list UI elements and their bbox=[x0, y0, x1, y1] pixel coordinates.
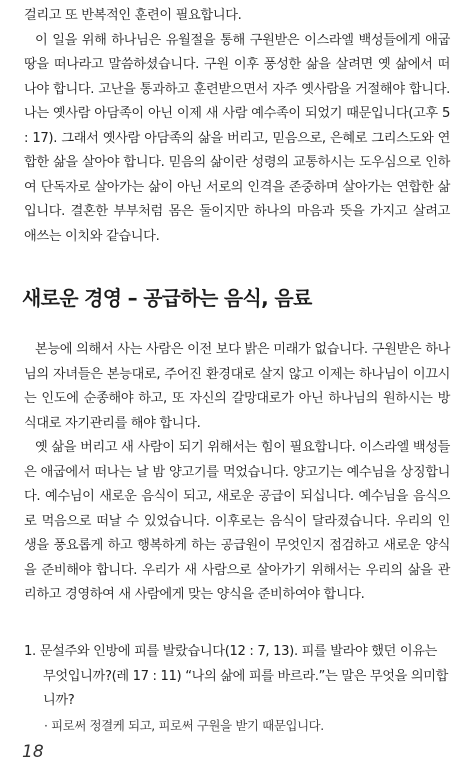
paragraph-continuation: 걸리고 또 반복적인 훈련이 필요합니다. bbox=[24, 8, 242, 23]
page-number: 18 bbox=[22, 742, 44, 762]
answer-text: · 피로써 정결케 되고, 피로써 구원을 받기 때문입니다. bbox=[44, 717, 324, 733]
question-text: 1. 문설주와 인방에 피를 발랐습니다(12 : 7, 13). 피를 발라야 했던 이유는 무엇입니까?(레 17 : 11) “나의 삶에 피를 바르라.”는 말은 무엇을 의미합니까? bbox=[24, 644, 449, 708]
paragraph-new-food: 옛 삶을 버리고 새 사람이 되기 위해서는 힘이 필요합니다. 이스라엘 백성들은 애굽에서 떠나는 날 밤 양고기를 먹었습니다. 양고기는 예수님을 상징합니다. 예수님이 새로운 음식이 되고, 새로운 공급이 되십니다. 예수님을 음식으로 먹음으로 떠날 수 있었습니다. 이후로는 음식이 달라졌습니다. 우리의 인생을 풍요롭게 하고 행복하게 하는 공급원이 무엇인지 점검하고 새로운 양식을 준비해야 합니다. 우리가 새 사람으로 살아가기 위해서는 우리의 삶을 관리하고 경영하여 새 사람에게 맞는 양식을 준비하여야 합니다. bbox=[24, 440, 450, 602]
section-new-management-text bbox=[24, 338, 450, 608]
section-heading: 새로운 경영 – 공급하는 음식, 음료 bbox=[22, 286, 312, 310]
paragraph-departure: 이 일을 위해 하나님은 유월절을 통해 구원받은 이스라엘 백성들에게 애굽 땅을 떠나라고 말씀하셨습니다. 구원 이후 풍성한 삶을 살려면 옛 삶에서 떠나야 합니다. 고난을 통과하고 훈련받으면서 자주 옛사람을 거절해야 합니다. 나는 옛사람 아담족이 아닌 이제 새 사람 예수족이 되었기 때문입니다(고후 5 : 17). 그래서 옛사람 아담족의 삶을 버리고, 믿음으로, 은혜로 그리스도와 연합한 삶을 살아야 합니다. 믿음의 삶이란 성령의 교통하시는 도우심으로 인하여 단독자로 살아가는 삶이 아닌 서로의 인격을 존중하며 살아가는 연합한 삶입니다. 결혼한 부부처럼 몸은 둘이지만 하나의 마음과 뜻을 가지고 살려고 애쓰는 이치와 같습니다. bbox=[24, 32, 450, 244]
section-intro-text bbox=[24, 4, 450, 249]
paragraph-instinct: 본능에 의해서 사는 사람은 이전 보다 밝은 미래가 없습니다. 구원받은 하나님의 자녀들은 본능대로, 주어진 환경대로 살지 않고 이제는 하나님이 이끄시는 인도에 순종해야 하고, 또 자신의 갈망대로가 아닌 하나님의 원하시는 방식대로 자기관리를 해야 합니다. bbox=[24, 342, 450, 431]
study-question bbox=[24, 640, 450, 738]
